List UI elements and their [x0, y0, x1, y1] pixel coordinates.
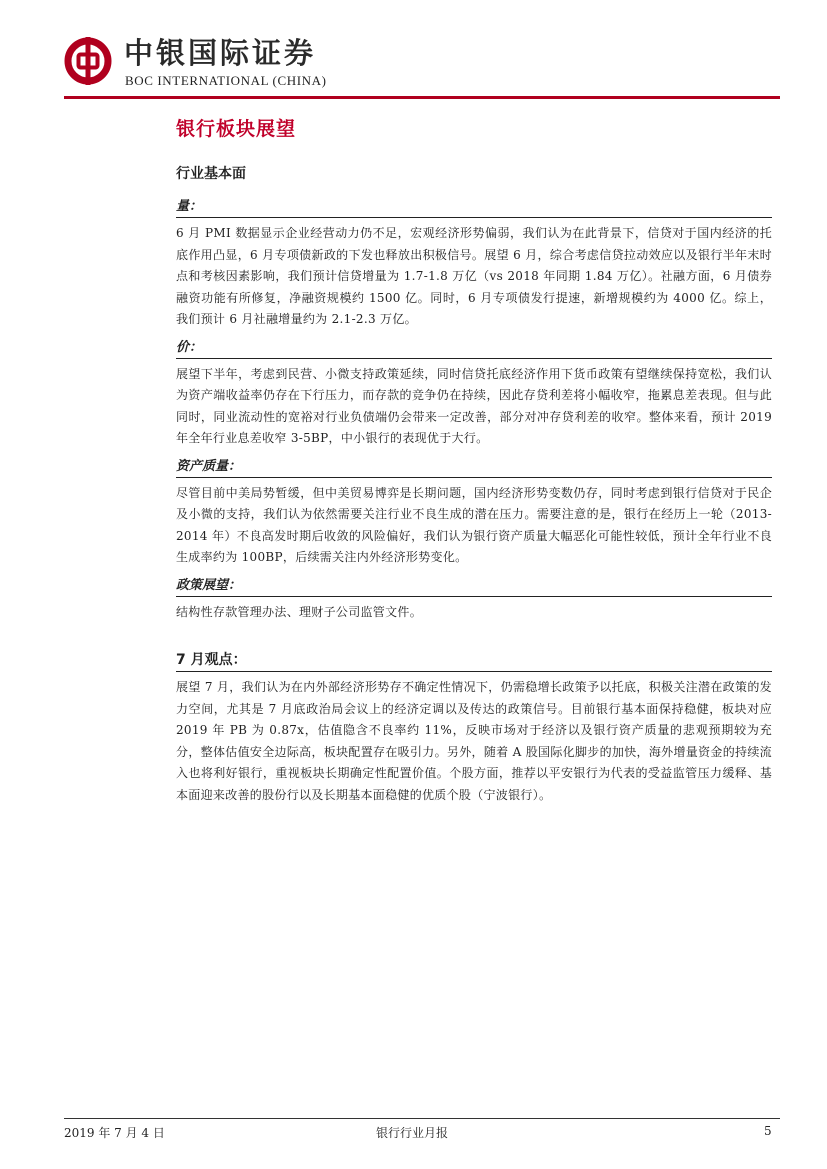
report-body — [176, 162, 772, 806]
paragraph-asset-quality: 尽管目前中美局势暂缓，但中美贸易博弈是长期问题，国内经济形势变数仍存，同时考虑到银行信贷对于民企及小微的支持，我们认为依然需要关注行业不良生成的潜在压力。需要注意的是，银行在经历上一轮（2013-2014 年）不良高发时期后收敛的风险偏好，我们认为银行资产质量大幅恶化可能性较低，预计全年行业不良生成率约为 100BP，后续需关注内外经济形势变化。 — [176, 485, 772, 564]
bank-of-china-logo-icon — [64, 37, 112, 85]
paragraph-july-view: 展望 7 月，我们认为在内外部经济形势存不确定性情况下，仍需稳增长政策予以托底，积极关注潜在政策的发力空间，尤其是 7 月底政治局会议上的经济定调以及传达的政策信号。目前银行基本面保持稳健，板块对应 2019 年 PB 为 0.87x，估值隐含不良率约 11%，反映市场对于经济以及银行资产质量的悲观预期较为充分，整体估值安全边际高，板块配置存在吸引力。另外，随着 A 股国际化脚步的加快，海外增量资金的持续流入也将利好银行，重视板块长期确定性配置价值。个股方面，推荐以平安银行为代表的受益监管压力缓释、基本面迎来改善的股份行以及长期基本面稳健的优质个股（宁波银行）。 — [176, 680, 772, 802]
page-header — [64, 34, 780, 98]
paragraph-policy: 结构性存款管理办法、理财子公司监管文件。 — [176, 604, 423, 619]
brand-name-cn: 中银国际证券 — [124, 36, 317, 70]
footer-divider — [64, 1118, 780, 1119]
footer-report-name: 银行行业月报 — [376, 1126, 449, 1140]
section-title-fundamentals: 行业基本面 — [176, 166, 246, 182]
brand-name-en: BOC INTERNATIONAL (CHINA) — [125, 73, 327, 88]
page-title: 银行板块展望 — [176, 118, 297, 140]
subsection-title-asset-quality: 资产质量： — [176, 458, 242, 474]
section-title-july-view: 7 月观点： — [176, 652, 247, 668]
page-number: 5 — [764, 1124, 772, 1138]
subsection-title-policy: 政策展望： — [176, 577, 242, 593]
header-divider — [64, 96, 780, 99]
subsection-title-price: 价： — [176, 339, 203, 355]
paragraph-volume: 6 月 PMI 数据显示企业经营动力仍不足，宏观经济形势偏弱，我们认为在此背景下，信贷对于国内经济的托底作用凸显，6 月专项债新政的下发也释放出积极信号。展望 6 月，综合考虑信贷拉动效应以及银行半年末时点和考核因素影响，我们预计信贷增量为 1.7-1.8 万亿（vs 2018 年同期 1.84 万亿）。社融方面，6 月债券融资功能有所修复，净融资规模约 1500 亿。同时，6 月专项债发行提速，新增规模约为 4000 亿。综上，我们预计 6 月社融增量约为 2.1-2.3 万亿。 — [176, 226, 772, 326]
subsection-title-volume: 量： — [176, 199, 203, 214]
footer-date: 2019 年 7 月 4 日 — [64, 1126, 165, 1140]
paragraph-price: 展望下半年，考虑到民营、小微支持政策延续，同时信贷托底经济作用下货币政策有望继续保持宽松，我们认为资产端收益率仍存在下行压力，而存款的竞争仍在持续，因此存贷利差将小幅收窄，拖累息差表现。但与此同时，同业流动性的宽裕对行业负债端仍会带来一定改善，部分对冲存贷利差的收窄。整体来看，预计 2019 年全年行业息差收窄 3-5BP，中小银行的表现优于大行。 — [176, 366, 772, 445]
